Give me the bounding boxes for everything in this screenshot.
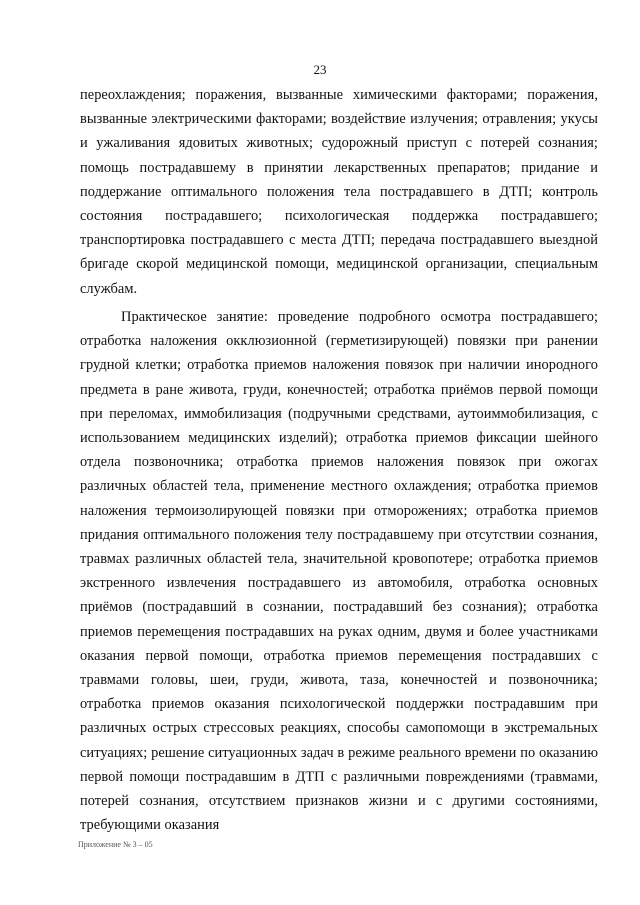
- page-number: 23: [313, 62, 327, 77]
- page-footer: Приложение № 3 – 05: [78, 840, 153, 849]
- paragraph-practical-session: Практическое занятие: проведение подробного осмотра пострадавшего; отработка наложения окклюзионной (герметизирующей) повязки при ранении грудной клетки; отработка приемов наложения повязок при наличии инородного предмета в ране живота, груди, конечностей; отработка приёмов первой помощи при переломах, иммобилизация (подручными средствами, аутоиммобилизация, с использованием медицинских изделий); отработка приемов фиксации шейного отдела позвоночника; отработка приемов наложения повязок при ожогах различных областей тела, применение местного охлаждения; отработка приемов наложения термоизолирующей повязки при отморожениях; отработка приемов придания оптимального положения телу пострадавшему при отсутствии сознания, травмах различных областей тела, значительной кровопотере; отработка приемов экстренного извлечения пострадавшего из автомобиля, отработка основных приёмов (пострадавший в сознании, пострадавший без сознания); отработка приемов перемещения пострадавших на руках одним, двумя и более участниками оказания первой помощи, отработка приемов перемещения пострадавших с травмами головы, шеи, груди, живота, таза, конечностей и позвоночника; отработка приемов оказания психологической поддержки пострадавшим при различных острых стрессовых реакциях, способы самопомощи в экстремальных ситуациях; решение ситуационных задач в режиме реального времени по оказанию первой помощи пострадавшим в ДТП с различными повреждениями (травмами, потерей сознания, отсутствием признаков жизни и с другими состояниями, требующими оказания: [80, 309, 598, 834]
- paragraph-continuation: переохлаждения; поражения, вызванные химическими факторами; поражения, вызванные электрическими факторами; воздействие излучения; отравления; укусы и ужаливания ядовитых животных; судорожный приступ с потерей сознания; помощь пострадавшему в принятии лекарственных препаратов; придание и поддержание оптимального положения тела пострадавшего в ДТП; контроль состояния пострадавшего; психологическая поддержка пострадавшего; транспортировка пострадавшего с места ДТП; передача пострадавшего выездной бригаде скорой медицинской помощи, медицинской организации, специальным службам.: [80, 87, 598, 297]
